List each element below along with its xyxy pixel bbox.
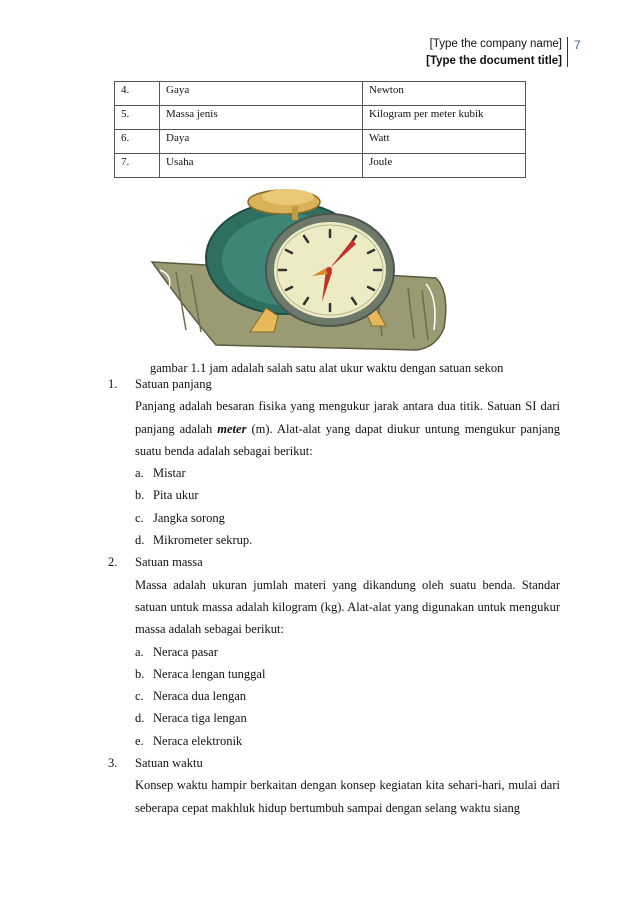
table-cell: 6. [115, 130, 160, 154]
section-number: 1. [108, 377, 118, 391]
list-marker: d. [135, 533, 145, 548]
paragraph-text: (m). Alat-alat yang dapat diukur untung mengukur panjang suatu benda adalah sebagai berikut: [135, 421, 561, 458]
list-marker: c. [135, 510, 144, 525]
list-text: Mistar [153, 466, 186, 481]
list-marker: d. [135, 711, 145, 726]
list-item [108, 707, 560, 729]
section-title: Satuan massa [135, 555, 203, 570]
table-cell: Massa jenis [160, 106, 363, 130]
section-heading [108, 373, 560, 395]
page-content [108, 373, 560, 819]
list-marker: b. [135, 666, 145, 681]
list-item [108, 685, 560, 707]
header-divider [567, 37, 568, 67]
alarm-clock-illustration [146, 180, 456, 352]
list-marker: a. [135, 466, 144, 481]
list-text: Pita ukur [153, 488, 199, 503]
table-row [115, 130, 526, 154]
table-cell: Kilogram per meter kubik [363, 106, 526, 130]
list-item [108, 484, 560, 506]
table-cell: 7. [115, 154, 160, 178]
list-text: Neraca elektronik [153, 733, 243, 748]
list-text: Neraca lengan tunggal [153, 666, 266, 681]
table-cell: Gaya [160, 82, 363, 106]
list-marker: e. [135, 733, 144, 748]
list-marker: c. [135, 689, 144, 704]
section-heading [108, 551, 560, 573]
section-paragraph: Massa adalah ukuran jumlah materi yang dikandung oleh suatu benda. Standar satuan untuk massa adalah kilogram (kg). Alat-alat yang digunakan untuk mengukur massa adalah sebagai berikut: [135, 577, 560, 637]
table-row [115, 106, 526, 130]
table-cell: Watt [363, 130, 526, 154]
list-marker: a. [135, 644, 144, 659]
list-text: Jangka sorong [153, 510, 225, 525]
page-header [426, 36, 562, 70]
list-item [108, 462, 560, 484]
emphasized-term: meter [217, 421, 247, 436]
list-item [108, 730, 560, 752]
list-text: Neraca tiga lengan [153, 711, 247, 726]
list-text: Mikrometer sekrup. [153, 533, 253, 548]
table-cell: Newton [363, 82, 526, 106]
units-table [114, 81, 526, 178]
list-item [108, 641, 560, 663]
paragraph-text: Panjang adalah besaran fisika yang mengukur jarak antara dua titik. Satuan SI dari panjang adalah [135, 399, 560, 436]
table-cell: Joule [363, 154, 526, 178]
table-row [115, 154, 526, 178]
table-cell: 5. [115, 106, 160, 130]
list-text: Neraca pasar [153, 644, 218, 659]
table-cell: Daya [160, 130, 363, 154]
figure-caption: gambar 1.1 jam adalah salah satu alat ukur waktu dengan satuan sekon [150, 361, 504, 375]
page-number: 7 [574, 38, 581, 52]
list-item [108, 529, 560, 551]
list-text: Neraca dua lengan [153, 689, 246, 704]
section-number: 2. [108, 555, 118, 570]
section-heading [108, 752, 560, 774]
table-cell: Usaha [160, 154, 363, 178]
list-marker: b. [135, 488, 145, 503]
table-cell: 4. [115, 82, 160, 106]
list-item [108, 663, 560, 685]
section-paragraph: Konsep waktu hampir berkaitan dengan konsep kegiatan kita sehari-hari, mulai dari seberapa cepat makhluk hidup bertumbuh sampai dengan selang waktu siang [135, 778, 560, 815]
company-name: [Type the company name] [429, 38, 562, 50]
section-paragraph [108, 395, 560, 462]
section-title: Satuan waktu [135, 756, 203, 771]
table-row [115, 82, 526, 106]
list-item [108, 507, 560, 529]
document-title: [Type the document title] [426, 55, 562, 67]
section-number: 3. [108, 756, 118, 771]
section-title: Satuan panjang [135, 377, 212, 391]
